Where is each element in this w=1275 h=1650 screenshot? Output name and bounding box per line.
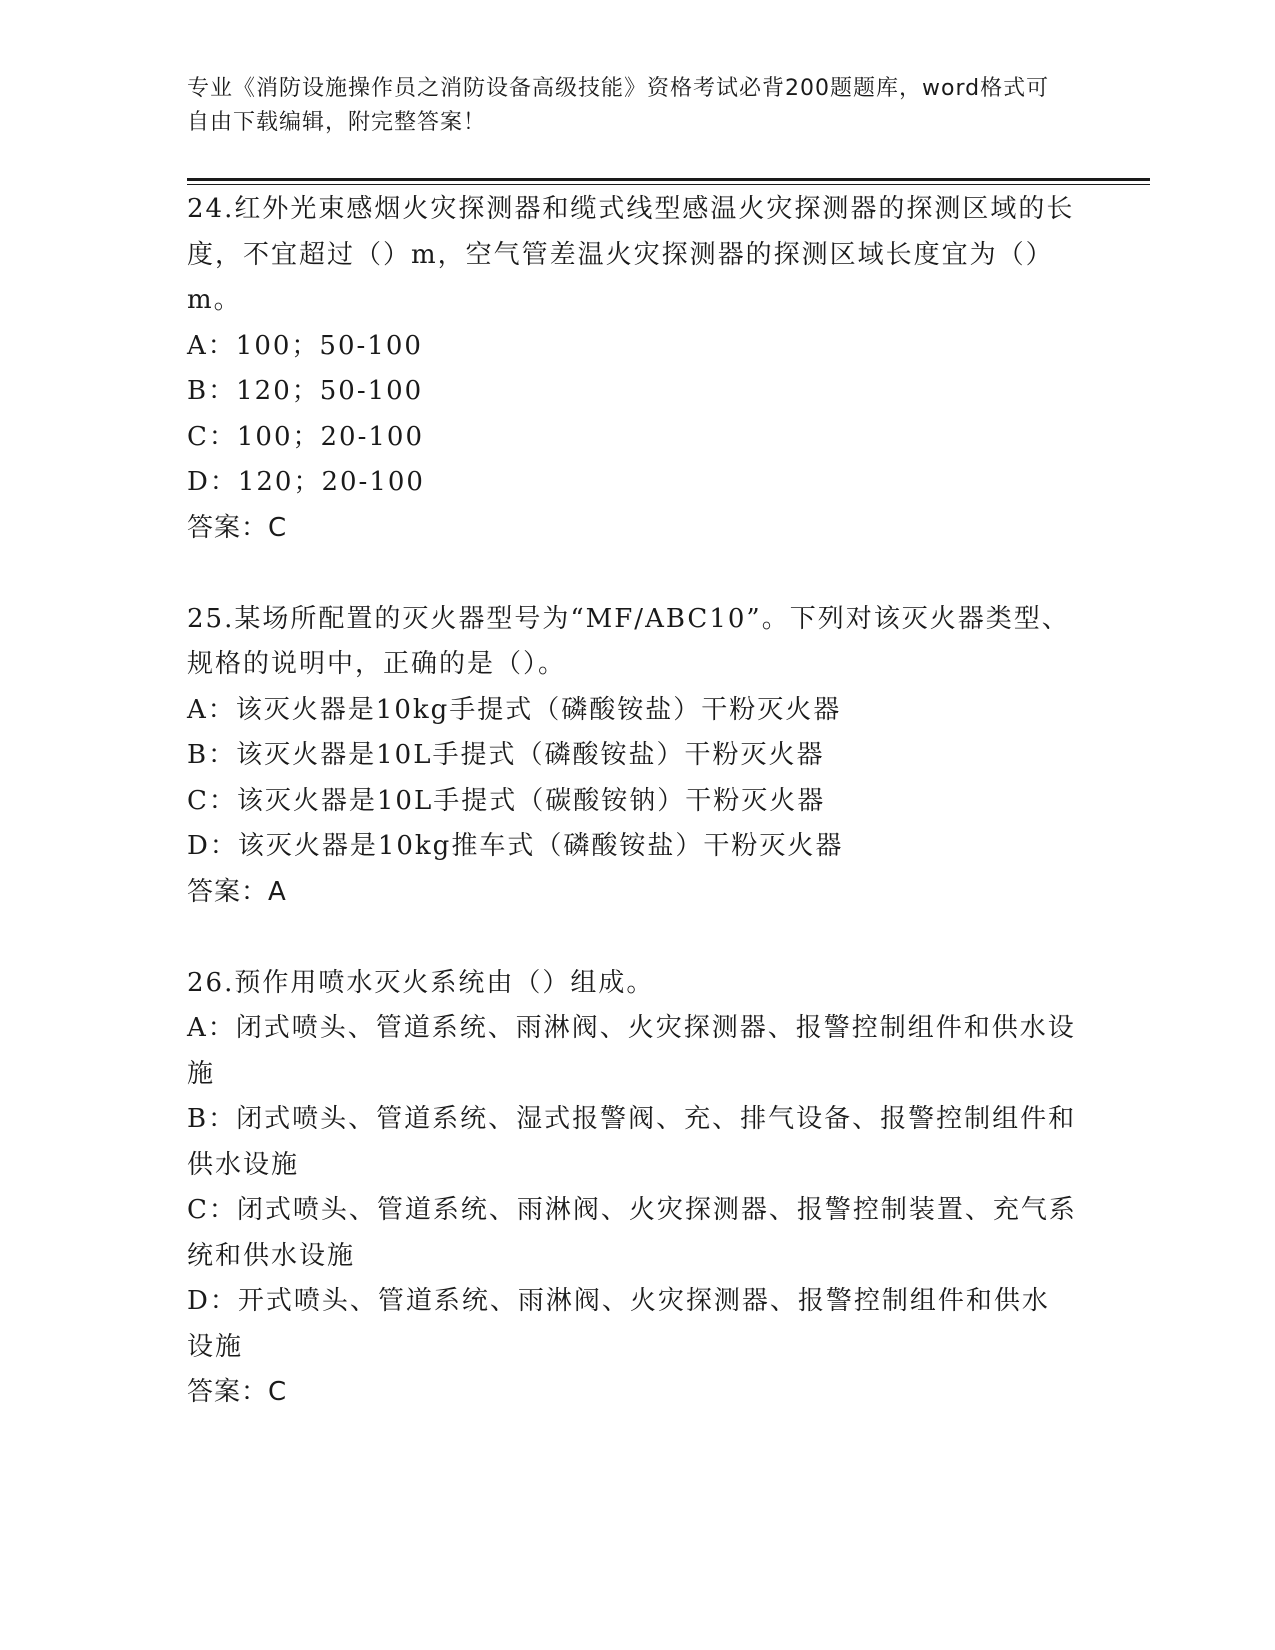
question-26 bbox=[187, 961, 1077, 1416]
option-b: B：闭式喷头、管道系统、湿式报警阀、充、排气设备、报警控制组件和供水设施 bbox=[187, 1104, 1077, 1180]
header-rule-thick bbox=[187, 178, 1150, 181]
document-header: 专业《消防设施操作员之消防设备高级技能》资格考试必背200题题库，word格式可自由下载编辑，附完整答案！ bbox=[187, 76, 1050, 135]
question-list bbox=[187, 187, 1077, 1461]
answer-value: C bbox=[268, 1377, 288, 1407]
answer-value: C bbox=[268, 512, 288, 543]
option-d: D：120；20-100 bbox=[187, 467, 425, 497]
option-c: C：闭式喷头、管道系统、雨淋阀、火灾探测器、报警控制装置、充气系统和供水设施 bbox=[187, 1195, 1077, 1271]
answer-label: 答案： bbox=[187, 1377, 269, 1407]
option-a: A：该灭火器是10kg手提式（磷酸铵盐）干粉灭火器 bbox=[187, 694, 842, 725]
answer-label: 答案： bbox=[187, 876, 269, 907]
header-rule-thin bbox=[187, 184, 1150, 185]
answer bbox=[187, 506, 1077, 552]
answer bbox=[187, 870, 1077, 916]
question-stem: 24.红外光束感烟火灾探测器和缆式线型感温火灾探测器的探测区域的长度，不宜超过（）m，空气管差温火灾探测器的探测区域长度宜为（）m。 bbox=[187, 194, 1075, 315]
option-d: D：该灭火器是10kg推车式（磷酸铵盐）干粉灭火器 bbox=[187, 831, 844, 861]
question-25 bbox=[187, 597, 1077, 916]
option-d: D：开式喷头、管道系统、雨淋阀、火灾探测器、报警控制组件和供水设施 bbox=[187, 1286, 1050, 1362]
option-a: A：闭式喷头、管道系统、雨淋阀、火灾探测器、报警控制组件和供水设施 bbox=[187, 1013, 1076, 1089]
question-stem: 26.预作用喷水灭火系统由（）组成。 bbox=[187, 967, 655, 998]
question-stem: 25.某场所配置的灭火器型号为“MF/ABC10”。下列对该灭火器类型、规格的说明中，正确的是（）。 bbox=[187, 603, 1070, 679]
question-24 bbox=[187, 187, 1077, 551]
answer bbox=[187, 1370, 1077, 1416]
answer-value: A bbox=[268, 876, 287, 907]
answer-label: 答案： bbox=[187, 512, 269, 543]
option-b: B：该灭火器是10L手提式（磷酸铵盐）干粉灭火器 bbox=[187, 740, 825, 770]
option-c: C：100；20-100 bbox=[187, 421, 425, 452]
option-b: B：120；50-100 bbox=[187, 376, 424, 406]
option-c: C：该灭火器是10L手提式（碳酸铵钠）干粉灭火器 bbox=[187, 785, 826, 816]
option-a: A：100；50-100 bbox=[187, 330, 423, 361]
